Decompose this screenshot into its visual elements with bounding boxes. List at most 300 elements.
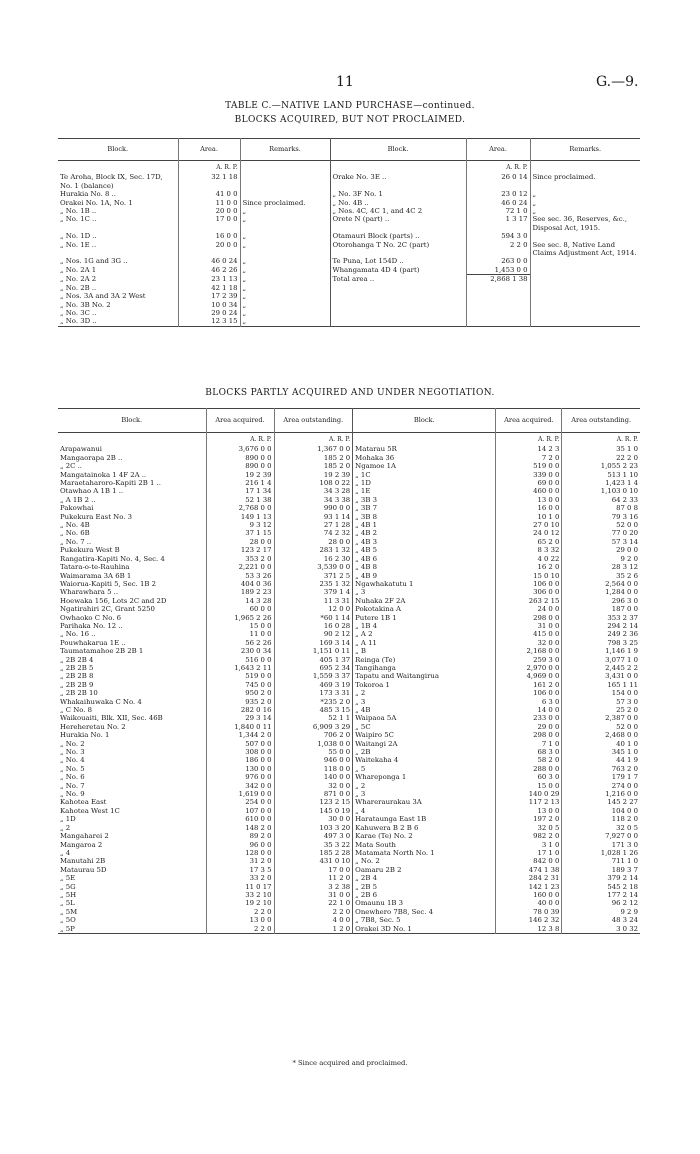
block-name: „ C No. 8	[60, 706, 93, 714]
block-name: Matamata North No. 1	[353, 849, 496, 857]
remark	[530, 317, 640, 326]
units-row	[58, 433, 640, 446]
block-name: „ Nos. 3A and 3A 2 West	[60, 292, 146, 301]
area-outstanding: 154 0 0	[562, 689, 640, 697]
area-acquired: 17 3 5	[206, 866, 274, 874]
area-outstanding: 118 2 0	[562, 815, 640, 823]
area-outstanding: 1,146 1 9	[562, 647, 640, 655]
area-outstanding: 189 3 7	[562, 866, 640, 874]
remark: „	[240, 317, 330, 326]
block-name: „ 2B 5	[353, 883, 496, 891]
area-value: 46 2 26	[178, 266, 240, 275]
block-name: „ 5P	[60, 924, 75, 933]
area-outstanding: 52 1 1	[274, 714, 353, 722]
block-name: Ngamoe 1A	[353, 462, 496, 470]
units-row	[58, 161, 640, 174]
area-outstanding: 1,216 0 0	[562, 790, 640, 798]
table-row	[58, 849, 640, 857]
table-row	[58, 723, 640, 731]
area-acquired: 32 0 0	[496, 639, 562, 647]
area-outstanding: 1,367 0 0	[274, 445, 353, 453]
remark: Since proclaimed.	[530, 173, 640, 190]
area-acquired: 13 0 0	[206, 916, 274, 924]
area-acquired: 17 1 34	[206, 487, 274, 495]
units-label: A. R. P.	[206, 433, 274, 446]
area-outstanding: 34 3 38	[274, 496, 353, 504]
block-name: „ 2B	[353, 748, 496, 756]
remark: „	[530, 199, 640, 207]
area-outstanding: 165 1 11	[562, 681, 640, 689]
area-outstanding: 345 1 0	[562, 748, 640, 756]
blocks-partly-acquired-table	[58, 408, 640, 934]
area-acquired: 474 1 38	[496, 866, 562, 874]
area-acquired: 339 0 0	[496, 471, 562, 479]
area-outstanding: 283 1 32	[274, 546, 353, 554]
block-name: „ 3	[353, 790, 496, 798]
area-acquired: 19 2 39	[206, 471, 274, 479]
area-acquired: 298 0 0	[496, 614, 562, 622]
block-name: „ 3B 7	[353, 504, 496, 512]
block-name: „ 2	[353, 689, 496, 697]
area-acquired: 11 0 0	[206, 630, 274, 638]
remark	[530, 301, 640, 309]
block-name: „ 7B8, Sec. 5	[353, 916, 496, 924]
block-name: „ 5O	[60, 916, 76, 925]
remark: „	[530, 207, 640, 215]
area-acquired: 415 0 0	[496, 630, 562, 638]
blank-cell	[330, 161, 466, 174]
remark	[530, 232, 640, 240]
units-label: A. R. P.	[562, 433, 640, 446]
area-acquired: 142 1 23	[496, 883, 562, 891]
area-acquired: 1,619 0 0	[206, 790, 274, 798]
block-name: „ 4B 9	[353, 572, 496, 580]
area-acquired: 69 0 0	[496, 479, 562, 487]
remark: „	[240, 284, 330, 292]
block-name: „ 2C ..	[60, 462, 82, 471]
block-name: Otawhao A 1B 1 ..	[60, 487, 124, 496]
block-name: „ 1D	[353, 479, 496, 487]
area-outstanding: 30 0 0	[274, 815, 353, 823]
block-name: „ 4B 3	[353, 538, 496, 546]
area-outstanding: 140 0 0	[274, 773, 353, 781]
block-name: „ No. 3C ..	[60, 308, 97, 317]
table-row	[58, 773, 640, 781]
area-outstanding: 16 2 30	[274, 555, 353, 563]
area-acquired: 17 1 0	[496, 849, 562, 857]
area-outstanding: 32 0 5	[562, 824, 640, 832]
area-outstanding: 2,564 0 0	[562, 580, 640, 588]
area-value	[466, 317, 530, 326]
area-acquired: 1,840 0 11	[206, 723, 274, 731]
table-row	[58, 656, 640, 664]
area-value: 23 0 12	[466, 190, 530, 198]
area-acquired: 161 2 0	[496, 681, 562, 689]
area-acquired: 148 2 0	[206, 824, 274, 832]
area-outstanding: 64 2 33	[562, 496, 640, 504]
table-row	[58, 504, 640, 512]
block-name: Pokotakina A	[353, 605, 496, 613]
area-outstanding: 3 0 32	[562, 925, 640, 934]
table-row	[58, 563, 640, 571]
block-name: „ 5L	[60, 899, 75, 908]
block-name: Te Aroha, Block IX, Sec. 17D, No. 1 (balance)	[60, 173, 163, 190]
block-name	[330, 301, 466, 309]
block-name: Waimarama 3A 6B 1	[60, 571, 132, 580]
block-name: Waipiro 5C	[353, 731, 496, 739]
area-acquired: 2,768 0 0	[206, 504, 274, 512]
area-acquired: 259 3 0	[496, 656, 562, 664]
table-row	[58, 866, 640, 874]
area-value: 12 3 15	[178, 317, 240, 326]
area-outstanding: 1,559 3 37	[274, 672, 353, 680]
block-name: Waitekaha 4	[353, 756, 496, 764]
area-value: 17 2 39	[178, 292, 240, 300]
block-name: Hoewaka 156, Lots 2C and 2D	[60, 596, 167, 605]
blocks-acquired-table	[58, 138, 640, 327]
block-name	[330, 317, 466, 326]
block-name: „ 4B	[353, 706, 496, 714]
table-row	[58, 292, 640, 300]
area-outstanding: 171 3 0	[562, 841, 640, 849]
table-row	[58, 925, 640, 934]
block-name: „ 1E	[353, 487, 496, 495]
area-value: 46 0 24	[178, 257, 240, 265]
block-name: „ No. 3	[60, 748, 85, 757]
col-header-area: Area.	[178, 139, 240, 161]
table-row	[58, 546, 640, 554]
table-row	[58, 614, 640, 622]
area-acquired: 1,643 2 11	[206, 664, 274, 672]
block-name: Nuhaka 2F 2A	[353, 597, 496, 605]
block-name: Wharawhara 5 ..	[60, 588, 119, 597]
remark: „	[240, 241, 330, 258]
area-acquired: 89 2 0	[206, 832, 274, 840]
area-outstanding: 187 0 0	[562, 605, 640, 613]
block-name: Hurakia No. 1	[60, 731, 110, 740]
block-name: „ No. 2A 1	[60, 265, 97, 274]
area-acquired: 233 0 0	[496, 714, 562, 722]
area-outstanding: 2,387 0 0	[562, 714, 640, 722]
table-row	[58, 241, 640, 258]
area-outstanding: 294 2 14	[562, 622, 640, 630]
col-header-area-acquired: Area acquired.	[206, 409, 274, 433]
area-acquired: 2,221 0 0	[206, 563, 274, 571]
table-row	[58, 555, 640, 563]
block-name: „ 2B 2B 9	[60, 680, 94, 689]
table-row	[58, 572, 640, 580]
area-acquired: 976 0 0	[206, 773, 274, 781]
area-outstanding: 11 3 31	[274, 597, 353, 605]
area-outstanding: 35 1 0	[562, 445, 640, 453]
remark: „	[240, 292, 330, 300]
area-value: 1 3 17	[466, 215, 530, 232]
col-header-area: Area.	[466, 139, 530, 161]
block-name: „ 3B 3	[353, 496, 496, 504]
area-acquired: 7 2 0	[496, 454, 562, 462]
remark: See sec. 36, Reserves, &c., Disposal Act, 1915.	[530, 215, 640, 232]
section-title-partly-acquired: BLOCKS PARTLY ACQUIRED AND UNDER NEGOTIATION.	[205, 388, 495, 398]
remark: „	[240, 309, 330, 317]
col-header-block: Block.	[121, 416, 143, 425]
area-outstanding: 249 2 36	[562, 630, 640, 638]
block-name: Oamaru 2B 2	[353, 866, 496, 874]
block-name: Mohaka 36	[353, 454, 496, 462]
block-name: Putere 1B 1	[353, 614, 496, 622]
table-row	[58, 215, 640, 232]
area-outstanding: *235 2 0	[274, 698, 353, 706]
area-outstanding: 9 2 9	[562, 908, 640, 916]
table-row	[58, 672, 640, 680]
area-acquired: 507 0 0	[206, 740, 274, 748]
area-value: 16 0 0	[178, 232, 240, 240]
block-name: „ 4B 5	[353, 546, 496, 554]
block-name: Mangaroa 2	[60, 840, 103, 849]
area-acquired: 58 2 0	[496, 756, 562, 764]
area-acquired: 610 0 0	[206, 815, 274, 823]
area-acquired: 306 0 0	[496, 588, 562, 596]
area-outstanding: 706 2 0	[274, 731, 353, 739]
table-row	[58, 899, 640, 907]
remark: „	[240, 215, 330, 232]
area-outstanding: 353 2 37	[562, 614, 640, 622]
block-name: „ A 2	[353, 630, 496, 638]
block-name: „ 1C	[353, 471, 496, 479]
area-outstanding: 379 1 4	[274, 588, 353, 596]
area-acquired: 19 2 10	[206, 899, 274, 907]
block-name: „ No. 4B	[60, 521, 90, 530]
area-outstanding: 545 2 18	[562, 883, 640, 891]
area-acquired: 189 2 23	[206, 588, 274, 596]
area-outstanding: 19 2 39	[274, 471, 353, 479]
block-name: „ No. 2	[353, 857, 496, 865]
area-acquired: 11 0 17	[206, 883, 274, 891]
area-acquired: 516 0 0	[206, 656, 274, 664]
area-acquired: 33 2 0	[206, 874, 274, 882]
area-acquired: 29 0 0	[496, 723, 562, 731]
block-name: Otorohanga T No. 2C (part)	[330, 241, 466, 258]
area-value: 26 0 14	[466, 173, 530, 190]
area-value: 20 0 0	[178, 207, 240, 215]
area-outstanding: 7,927 0 0	[562, 832, 640, 840]
area-acquired: 78 0 39	[496, 908, 562, 916]
table-row	[58, 471, 640, 479]
area-value: 263 0 0	[466, 257, 530, 265]
area-acquired: 982 2 0	[496, 832, 562, 840]
area-value: 11 0 0	[178, 199, 240, 207]
area-acquired: 40 0 0	[496, 899, 562, 907]
block-name: „ No. 3F No. 1	[330, 190, 466, 198]
block-name: Kahuwera B 2 B 6	[353, 824, 496, 832]
area-outstanding: 96 2 12	[562, 899, 640, 907]
area-outstanding: 469 3 19	[274, 681, 353, 689]
block-name: Orete N (part) ..	[330, 215, 466, 232]
table-row	[58, 706, 640, 714]
table-row	[58, 883, 640, 891]
blank-cell	[58, 161, 178, 174]
area-acquired: 308 0 0	[206, 748, 274, 756]
area-acquired: 519 0 0	[496, 462, 562, 470]
block-name: „ 5C	[353, 723, 496, 731]
area-outstanding: 77 0 20	[562, 529, 640, 537]
area-outstanding: 185 2 0	[274, 454, 353, 462]
area-outstanding: 3,539 0 0	[274, 563, 353, 571]
area-value: 2,868 1 38	[466, 275, 530, 284]
area-value: 46 0 24	[466, 199, 530, 207]
block-name: „ 2	[60, 823, 71, 832]
area-outstanding: 103 3 20	[274, 824, 353, 832]
remark: Since proclaimed.	[240, 199, 330, 207]
table-row	[58, 832, 640, 840]
block-name: Hereheretau No. 2	[60, 722, 126, 731]
area-value: 594 3 0	[466, 232, 530, 240]
block-name: „ No. 2B ..	[60, 283, 97, 292]
block-name: „ 3	[353, 698, 496, 706]
block-name: Kahotea West 1C	[60, 806, 120, 815]
area-outstanding: 90 2 12	[274, 630, 353, 638]
area-outstanding: 40 1 0	[562, 740, 640, 748]
table-row	[58, 689, 640, 697]
area-outstanding: 57 3 14	[562, 538, 640, 546]
area-acquired: 106 0 0	[496, 580, 562, 588]
remark: „	[240, 207, 330, 215]
block-name: „ 1D	[60, 815, 76, 824]
area-outstanding: 274 0 0	[562, 782, 640, 790]
table-row	[58, 790, 640, 798]
area-value: 20 0 0	[178, 241, 240, 258]
block-name: „ 2B 2B 8	[60, 672, 94, 681]
block-name: Waipaoa 5A	[353, 714, 496, 722]
area-outstanding: 44 1 9	[562, 756, 640, 764]
block-name: Matarau 5R	[353, 445, 496, 453]
block-name: Mangaorapa 2B ..	[60, 453, 123, 462]
area-acquired: 13 0 0	[496, 496, 562, 504]
block-name: „ No. 4B ..	[330, 199, 466, 207]
area-acquired: 149 1 13	[206, 513, 274, 521]
area-value	[466, 301, 530, 309]
block-name: „ Nos. 1G and 3G ..	[60, 257, 128, 266]
block-name: „ No. 5	[60, 764, 85, 773]
block-name: Waiorua-Kapiti 5, Sec. 1B 2	[60, 579, 156, 588]
block-name: „ B	[353, 647, 496, 655]
area-value: 32 1 18	[178, 173, 240, 190]
area-outstanding: 118 0 0	[274, 765, 353, 773]
block-name: Whareraurakau 3A	[353, 798, 496, 806]
table-row	[58, 309, 640, 317]
table-row	[58, 841, 640, 849]
area-outstanding: 2,445 2 2	[562, 664, 640, 672]
block-name: Tatara-o-te-Rauhina	[60, 563, 130, 572]
block-name: Mangaharei 2	[60, 832, 109, 841]
block-name: „ No. 1B ..	[60, 207, 97, 216]
remark	[530, 275, 640, 284]
area-outstanding: 185 2 28	[274, 849, 353, 857]
block-name: „ No. 1E ..	[60, 240, 97, 249]
block-name: Omaunu 1B 3	[353, 899, 496, 907]
area-outstanding: 3,431 0 0	[562, 672, 640, 680]
area-acquired: 3 1 0	[496, 841, 562, 849]
block-name: „ No. 4	[60, 756, 85, 765]
table-row	[58, 748, 640, 756]
block-name: „ 2B 2B 10	[60, 689, 98, 698]
area-outstanding: 31 0 0	[274, 891, 353, 899]
area-outstanding: 4 0 0	[274, 916, 353, 924]
area-acquired: 14 0 0	[496, 706, 562, 714]
blank-cell	[58, 433, 206, 446]
table-row	[58, 445, 640, 453]
block-name: Whangamata 4D 4 (part)	[330, 266, 466, 275]
area-acquired: 56 2 26	[206, 639, 274, 647]
remark	[240, 173, 330, 190]
area-acquired: 146 2 32	[496, 916, 562, 924]
block-name: „ No. 6B	[60, 529, 90, 538]
table-row	[58, 538, 640, 546]
area-outstanding: 22 1 0	[274, 899, 353, 907]
area-outstanding: 6,909 3 29	[274, 723, 353, 731]
area-acquired: 8 3 32	[496, 546, 562, 554]
block-name: Tapatu and Waitangirua	[353, 672, 496, 680]
remark: „	[240, 257, 330, 265]
area-outstanding: 513 1 10	[562, 471, 640, 479]
area-value	[466, 284, 530, 292]
area-acquired: 298 0 0	[496, 731, 562, 739]
table-row	[58, 647, 640, 655]
area-acquired: 37 1 15	[206, 529, 274, 537]
area-acquired: 216 1 4	[206, 479, 274, 487]
area-acquired: 745 0 0	[206, 681, 274, 689]
table-row	[58, 874, 640, 882]
area-outstanding: *60 1 14	[274, 614, 353, 622]
col-header-block: Block.	[353, 409, 496, 433]
area-acquired: 29 3 14	[206, 714, 274, 722]
block-name: Pakowhai	[60, 504, 94, 513]
area-outstanding: 74 2 32	[274, 529, 353, 537]
table-row	[58, 630, 640, 638]
area-outstanding: 711 1 0	[562, 857, 640, 865]
area-outstanding: 371 2 5	[274, 572, 353, 580]
area-outstanding: 79 3 16	[562, 513, 640, 521]
table-row	[58, 824, 640, 832]
table-row	[58, 173, 640, 190]
block-name: „ 5H	[60, 890, 77, 899]
table-row	[58, 513, 640, 521]
area-outstanding: 52 0 0	[562, 723, 640, 731]
table-row	[58, 580, 640, 588]
area-outstanding: 431 0 10	[274, 857, 353, 865]
block-name: „ No. 7	[60, 781, 85, 790]
block-name: „ A 1B 2 ..	[60, 495, 96, 504]
block-name: „ A 11	[353, 639, 496, 647]
block-name: „ 5	[353, 765, 496, 773]
area-outstanding: 9 2 0	[562, 555, 640, 563]
area-acquired: 10 1 0	[496, 513, 562, 521]
block-name	[330, 292, 466, 300]
col-header-area-acquired: Area acquired.	[496, 409, 562, 433]
area-acquired: 31 0 0	[496, 622, 562, 630]
table-row	[58, 317, 640, 326]
area-acquired: 14 2 3	[496, 445, 562, 453]
col-header-block: Block.	[330, 139, 466, 161]
area-outstanding: 1,103 0 10	[562, 487, 640, 495]
area-outstanding: 52 0 0	[562, 521, 640, 529]
col-header-area-outstanding: Area outstanding.	[274, 409, 353, 433]
area-acquired: 24 0 12	[496, 529, 562, 537]
block-name: „ No. 16 ..	[60, 630, 96, 639]
block-name: Mata South	[353, 841, 496, 849]
area-outstanding: 108 0 22	[274, 479, 353, 487]
table-row	[58, 908, 640, 916]
table-row	[58, 622, 640, 630]
